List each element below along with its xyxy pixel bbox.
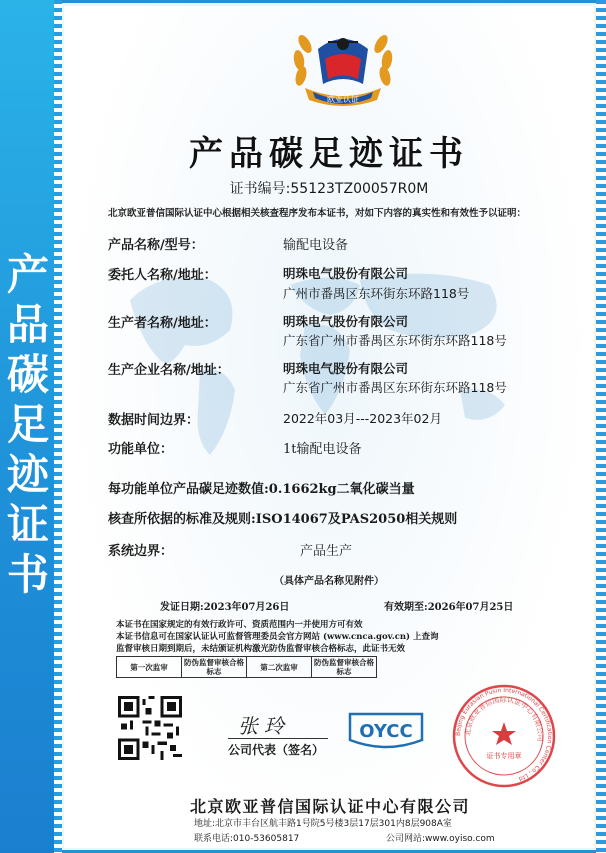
product-value: 输配电设备 xyxy=(283,238,349,253)
footer-address: 地址:北京市丰台区航丰路1号院5号楼3层17层301内8层908A室 xyxy=(194,819,452,829)
left-border-ticks xyxy=(54,0,62,853)
producer-address: 广东省广州市番禺区东环街东环路118号 xyxy=(283,333,507,348)
intro-statement: 北京欧亚普信国际认证中心根据相关核查程序发布本证书，对如下内容的真实性和有效性予以证明： xyxy=(108,208,527,219)
handwritten-signature: 张玲 xyxy=(238,714,290,738)
issuing-organization: 北京欧亚普信国际认证中心有限公司 xyxy=(190,797,471,816)
enterprise-name: 明珠电气股份有限公司 xyxy=(283,361,409,376)
data-boundary-value: 2022年03月---2023年02月 xyxy=(283,411,442,426)
carbon-footprint-value: 每功能单位产品碳足迹数值:0.1662kg二氧化碳当量 xyxy=(108,482,415,497)
side-vertical-title xyxy=(4,250,52,600)
legal-representative-label: 公司代表（签名） xyxy=(228,743,325,757)
notice-line: 本证书在国家规定的有效行政许可、资质范围内一并使用方可有效 xyxy=(116,620,363,630)
right-border-ticks xyxy=(596,0,606,853)
product-label: 产品名称/型号： xyxy=(108,238,204,253)
side-title-char: 产 xyxy=(6,250,49,299)
oycc-logo xyxy=(346,710,426,756)
side-title-char: 足 xyxy=(6,400,49,449)
side-title-char: 书 xyxy=(6,550,49,599)
producer-name: 明珠电气股份有限公司 xyxy=(283,314,409,329)
official-seal xyxy=(452,684,556,788)
enterprise-label: 生产企业名称/地址： xyxy=(108,363,230,378)
audit-cell: 第一次监审 xyxy=(117,657,182,678)
seal-center-text: 证书专用章 xyxy=(486,752,522,760)
issue-date: 发证日期:2023年07月26日 xyxy=(160,602,290,613)
certificate-title: 产品碳足迹证书 xyxy=(189,134,469,174)
expiry-date: 有效期至:2026年07月25日 xyxy=(384,602,514,613)
side-title-char: 迹 xyxy=(6,450,49,499)
footer-website[interactable]: 公司网站:www.oyiso.com xyxy=(386,834,495,844)
notice-line: 监督审核日期到期后，未结颁证机构激光防伪监督审核合格标志，此证书无效 xyxy=(116,644,406,654)
audit-cell: 防伪监督审核合格标志 xyxy=(182,657,247,678)
system-boundary-value: 产品生产 xyxy=(300,544,353,559)
table-row xyxy=(117,657,377,678)
signature-line xyxy=(228,738,328,739)
footer-phone: 联系电话:010-53605817 xyxy=(194,834,300,844)
seal-chinese-text: 北京欧亚普信国际认证中心有限公司 xyxy=(463,695,545,742)
client-name: 明珠电气股份有限公司 xyxy=(283,266,409,281)
client-label: 委托人名称/地址： xyxy=(108,268,217,283)
surveillance-audit-table xyxy=(116,656,377,678)
functional-unit-label: 功能单位： xyxy=(108,442,174,457)
enterprise-address: 广东省广州市番禺区东环街东环路118号 xyxy=(283,380,507,395)
system-boundary-label: 系统边界： xyxy=(108,544,174,559)
logo-ribbon-text: 欧亚认证 xyxy=(327,95,359,104)
audit-cell: 第二次监审 xyxy=(247,657,312,678)
certification-logo xyxy=(283,14,403,114)
producer-label: 生产者名称/地址： xyxy=(108,316,217,331)
certificate-number: 证书编号:55123TZ00057R0M xyxy=(229,181,429,197)
client-address: 广州市番禺区东环街东环路118号 xyxy=(283,286,470,301)
qr-code[interactable] xyxy=(118,696,182,760)
side-title-char: 品 xyxy=(6,300,49,349)
side-title-char: 碳 xyxy=(6,350,49,399)
verification-standard: 核查所依据的标准及规则:ISO14067及PAS2050相关规则 xyxy=(108,512,458,527)
functional-unit-value: 1t输配电设备 xyxy=(283,442,362,457)
seal-star-icon xyxy=(492,722,516,745)
side-title-char: 证 xyxy=(6,500,49,549)
annex-note: （具体产品名称见附件） xyxy=(274,576,384,587)
oycc-text: OYCC xyxy=(359,721,413,742)
data-boundary-label: 数据时间边界： xyxy=(108,413,200,428)
notice-line: 本证书信息可在国家认证认可监督管理委员会官方网站 (www.cnca.gov.cn) 上查询 xyxy=(116,632,439,642)
audit-cell: 防伪监督审核合格标志 xyxy=(312,657,377,678)
seal-english-text: Beijing Eurasian Pusin International Certification Center Co., Ltd xyxy=(454,686,554,783)
